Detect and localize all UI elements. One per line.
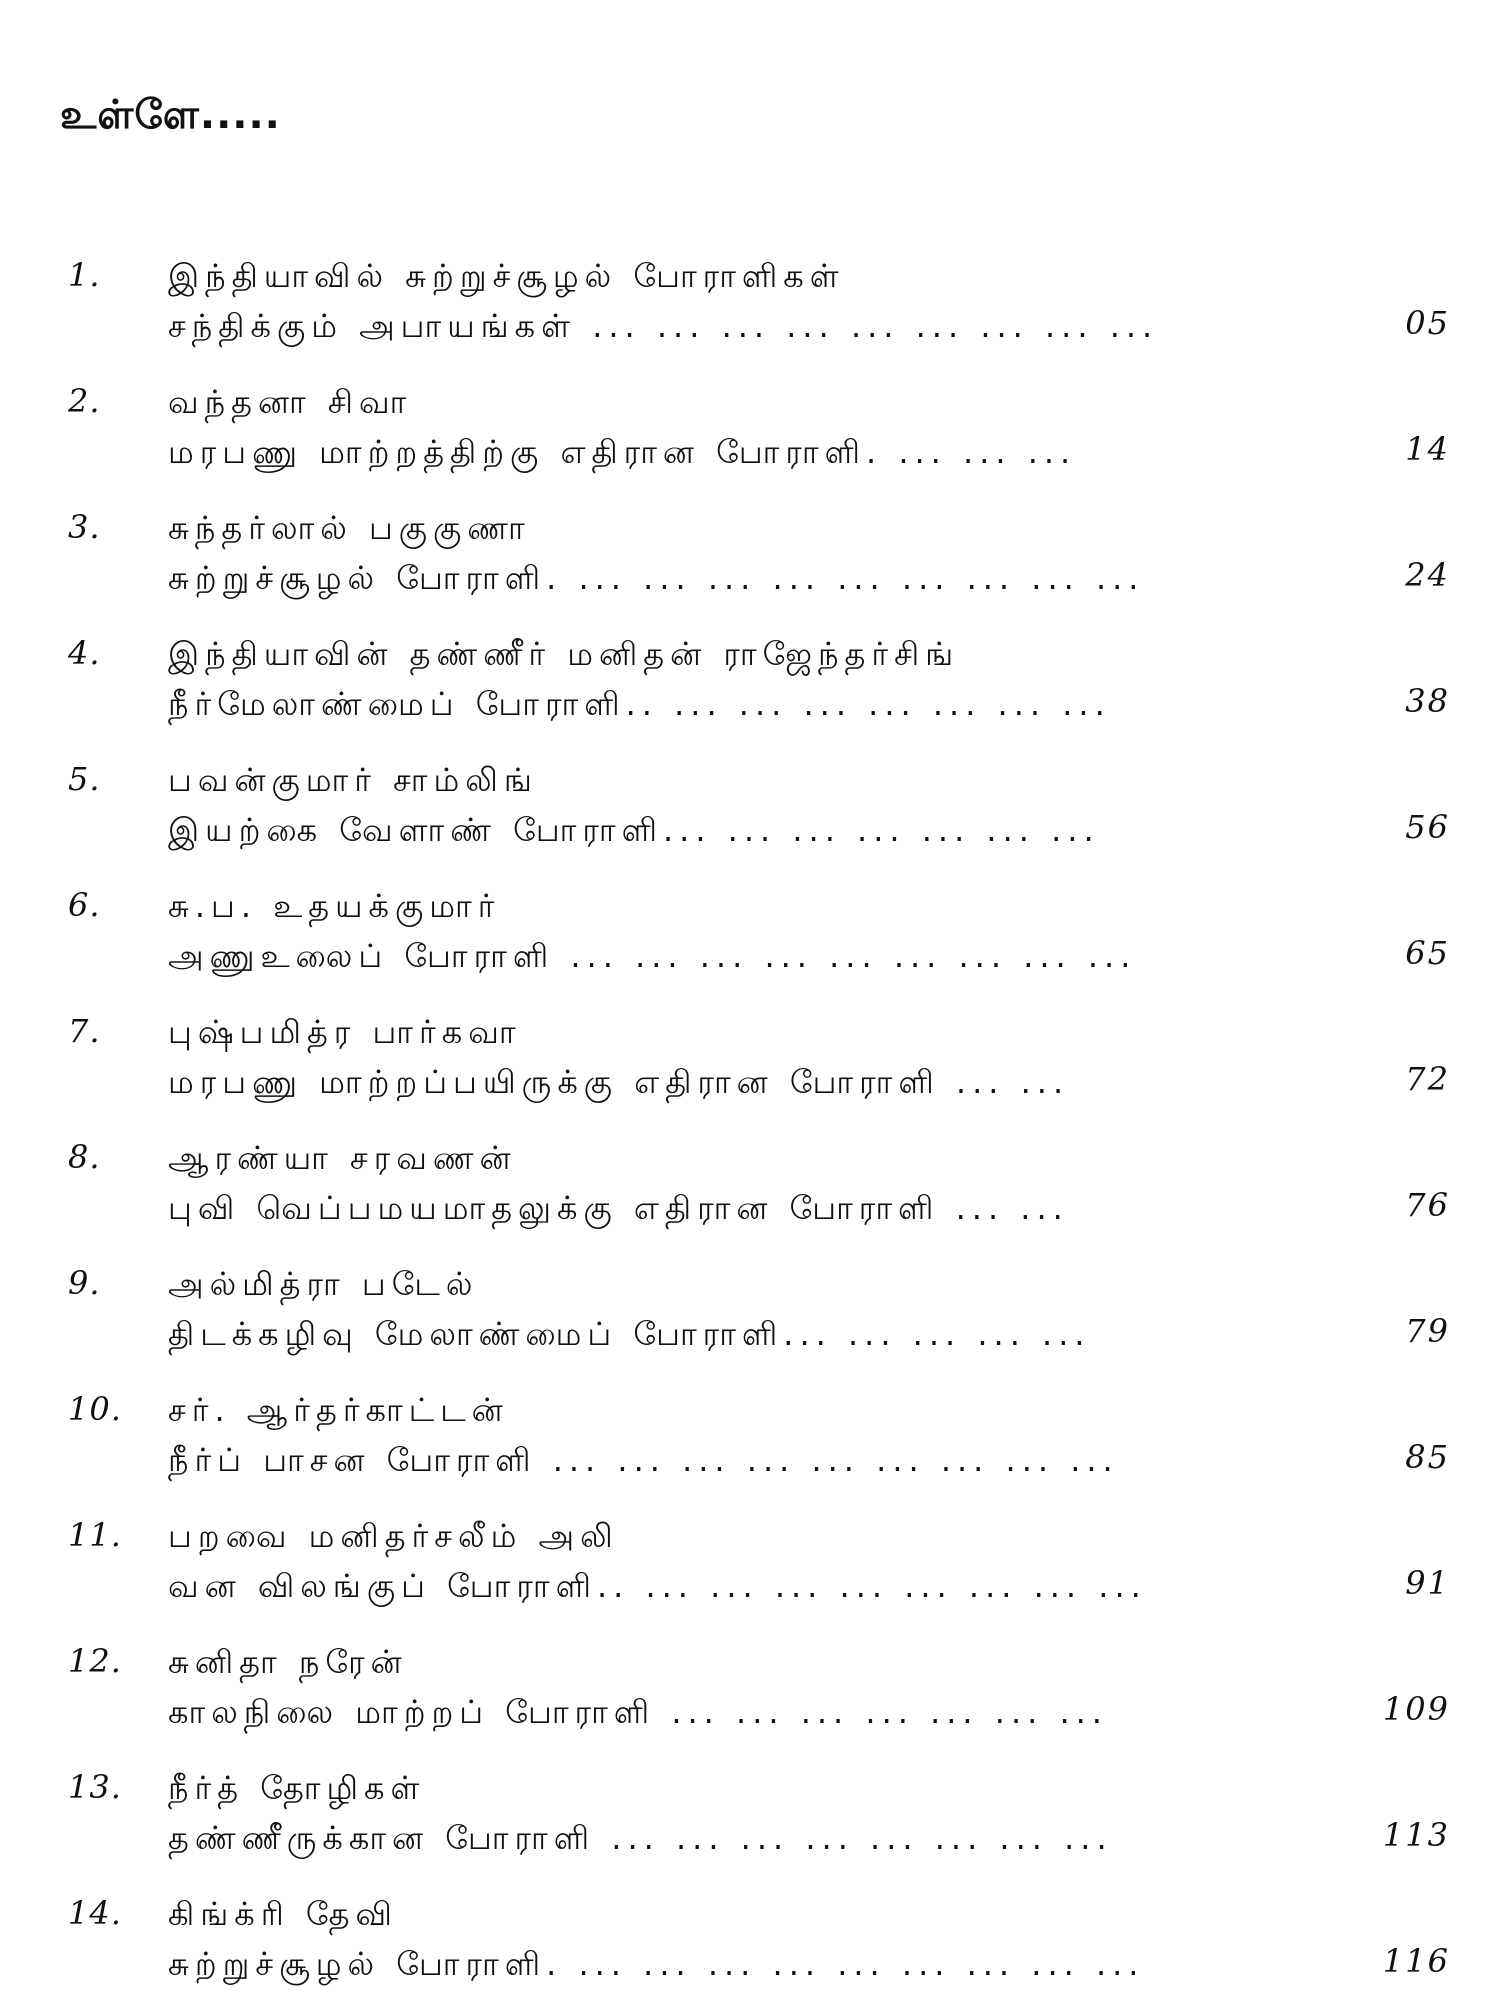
entry-subtitle: நீர்மேலாண்மைப் போராளி.. ... ... ... ... ... ... ... [168, 685, 1111, 723]
entry-title: இந்தியாவில் சுற்றுச்சூழல் போராளிகள் [168, 257, 845, 295]
entry-number: 7. [68, 1012, 101, 1050]
entry-subtitle: சுற்றுச்சூழல் போராளி. ... ... ... ... ... ... ... ... ... [168, 559, 1145, 597]
entry-subtitle: அணுஉலைப் போராளி ... ... ... ... ... ... ... ... ... [168, 937, 1137, 975]
entry-title: இந்தியாவின் தண்ணீர் மனிதன் ராஜேந்தர்சிங் [168, 635, 960, 673]
entry-page-number: 14 [1405, 430, 1450, 468]
entry-title: சர். ஆர்தர்காட்டன் [168, 1391, 509, 1429]
entry-page-number: 85 [1405, 1438, 1450, 1476]
toc-entry [0, 756, 1500, 882]
table-of-contents [0, 252, 1500, 2016]
entry-page-number: 38 [1405, 682, 1450, 720]
entry-title: புஷ்பமித்ர பார்கவா [168, 1013, 522, 1051]
entry-number: 3. [68, 508, 101, 546]
entry-title: சுந்தர்லால் பகுகுணா [168, 509, 531, 547]
entry-subtitle: சுற்றுச்சூழல் போராளி. ... ... ... ... ... ... ... ... ... [168, 1945, 1145, 1983]
entry-number: 9. [68, 1264, 101, 1302]
toc-entry [0, 1890, 1500, 2016]
toc-entry [0, 1512, 1500, 1638]
toc-entry [0, 1386, 1500, 1512]
entry-title: சுனிதா நரேன் [168, 1643, 408, 1681]
entry-number: 14. [68, 1894, 122, 1932]
entry-number: 6. [68, 886, 101, 924]
entry-subtitle: திடக்கழிவு மேலாண்மைப் போராளி... ... ... ... ... [168, 1315, 1091, 1353]
entry-number: 12. [68, 1642, 122, 1680]
entry-subtitle: மரபணு மாற்றத்திற்கு எதிரான போராளி. ... ... ... [168, 433, 1077, 471]
toc-entry [0, 1638, 1500, 1764]
entry-number: 1. [68, 256, 101, 294]
entry-page-number: 05 [1405, 304, 1450, 342]
entry-number: 5. [68, 760, 101, 798]
entry-number: 4. [68, 634, 101, 672]
entry-page-number: 56 [1405, 808, 1450, 846]
entry-subtitle: வன விலங்குப் போராளி.. ... ... ... ... ... ... ... ... [168, 1567, 1147, 1605]
entry-page-number: 76 [1405, 1186, 1450, 1224]
entry-subtitle: சந்திக்கும் அபாயங்கள் ... ... ... ... ... ... ... ... ... [168, 307, 1159, 345]
toc-entry [0, 378, 1500, 504]
entry-page-number: 113 [1382, 1816, 1450, 1854]
entry-subtitle: இயற்கை வேளாண் போராளி... ... ... ... ... ... ... [168, 811, 1100, 849]
toc-entry [0, 1764, 1500, 1890]
entry-title: பறவை மனிதர்சலீம் அலி [168, 1517, 619, 1555]
entry-page-number: 72 [1405, 1060, 1450, 1098]
entry-title: நீர்த் தோழிகள் [168, 1769, 426, 1807]
toc-entry [0, 1134, 1500, 1260]
toc-entry [0, 252, 1500, 378]
entry-title: அல்மித்ரா படேல் [168, 1265, 479, 1303]
entry-page-number: 91 [1405, 1564, 1450, 1602]
entry-title: ஆரண்யா சரவணன் [168, 1139, 517, 1177]
entry-title: சு.ப. உதயக்குமார் [168, 887, 501, 925]
toc-entry [0, 882, 1500, 1008]
toc-entry [0, 630, 1500, 756]
entry-title: வந்தனா சிவா [168, 383, 413, 421]
entry-subtitle: காலநிலை மாற்றப் போராளி ... ... ... ... ... ... ... [168, 1693, 1108, 1731]
entry-subtitle: தண்ணீருக்கான போராளி ... ... ... ... ... ... ... ... [168, 1819, 1113, 1857]
toc-entry [0, 504, 1500, 630]
entry-number: 11. [68, 1516, 122, 1554]
entry-page-number: 79 [1405, 1312, 1450, 1350]
entry-number: 2. [68, 382, 101, 420]
entry-subtitle: மரபணு மாற்றப்பயிருக்கு எதிரான போராளி ... ... [168, 1063, 1070, 1101]
entry-number: 10. [68, 1390, 122, 1428]
entry-page-number: 24 [1405, 556, 1450, 594]
entry-subtitle: புவி வெப்பமயமாதலுக்கு எதிரான போராளி ... ... [168, 1189, 1069, 1227]
entry-page-number: 109 [1382, 1690, 1450, 1728]
entry-title: கிங்க்ரி தேவி [168, 1895, 398, 1933]
toc-entry [0, 1260, 1500, 1386]
entry-page-number: 65 [1405, 934, 1450, 972]
entry-page-number: 116 [1382, 1942, 1450, 1980]
toc-entry [0, 1008, 1500, 1134]
entry-number: 8. [68, 1138, 101, 1176]
entry-title: பவன்குமார் சாம்லிங் [168, 761, 538, 799]
entry-subtitle: நீர்ப் பாசன போராளி ... ... ... ... ... ... ... ... ... [168, 1441, 1119, 1479]
entry-number: 13. [68, 1768, 122, 1806]
contents-heading: உள்ளே..... [60, 92, 281, 138]
